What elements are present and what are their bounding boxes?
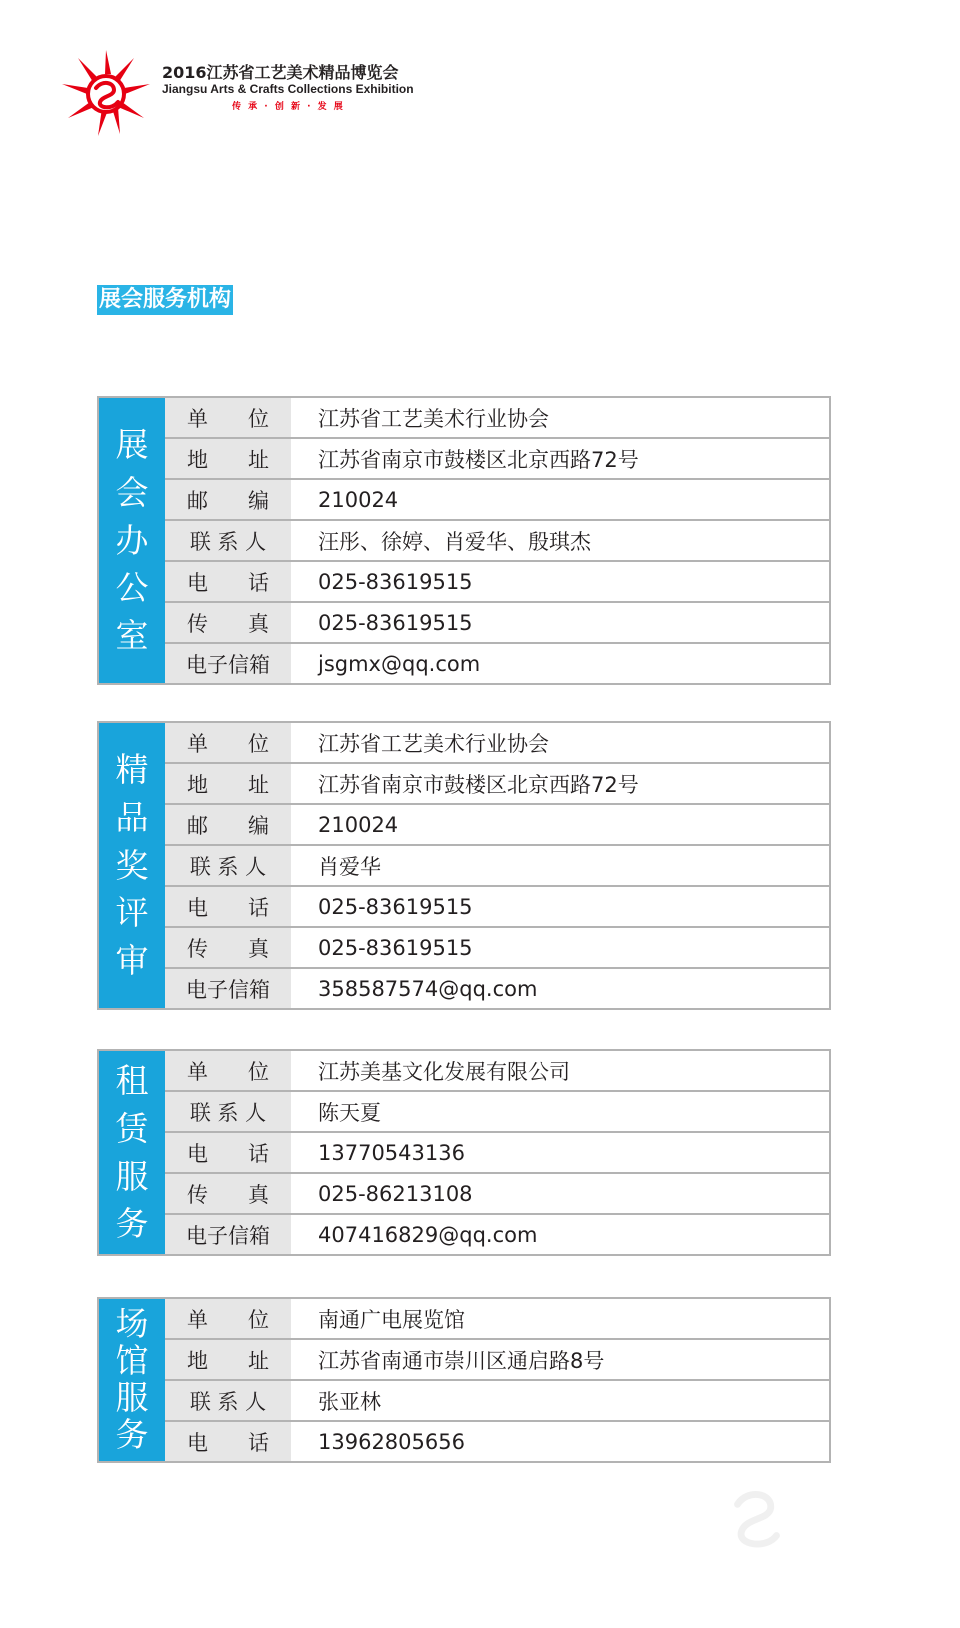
exhibition-header <box>58 44 478 144</box>
row-value: 13770543136 <box>318 1140 465 1165</box>
row-label: 地 址 <box>165 1340 291 1379</box>
row-value: 210024 <box>318 812 399 837</box>
row-value: 肖爱华 <box>318 854 381 879</box>
contact-block-award-review <box>97 721 831 1010</box>
logo-text <box>162 64 414 112</box>
row-label: 电子信箱 <box>165 1215 291 1254</box>
info-row <box>165 803 829 844</box>
row-label: 电子信箱 <box>165 644 291 683</box>
row-label: 单 位 <box>165 1051 291 1090</box>
row-value: 江苏省南京市鼓楼区北京西路72号 <box>318 447 639 472</box>
exhibition-title-cn: 2016江苏省工艺美术精品博览会 <box>162 63 399 82</box>
row-value: 江苏省工艺美术行业协会 <box>318 731 549 756</box>
side-label-char: 室 <box>115 616 149 656</box>
info-row <box>165 844 829 885</box>
info-row <box>165 1172 829 1213</box>
row-value: 江苏美基文化发展有限公司 <box>318 1059 570 1084</box>
row-label: 联 系 人 <box>165 1092 291 1131</box>
block-side-label <box>99 398 165 683</box>
row-value: 13962805656 <box>318 1429 465 1454</box>
info-row <box>165 926 829 967</box>
contact-block-venue-service <box>97 1297 831 1463</box>
row-label: 联 系 人 <box>165 1381 291 1420</box>
row-value: 210024 <box>318 487 399 512</box>
row-label: 地 址 <box>165 439 291 478</box>
info-row <box>165 885 829 926</box>
info-row <box>165 519 829 560</box>
row-label: 联 系 人 <box>165 846 291 885</box>
side-label-char: 精 <box>115 749 149 789</box>
row-label: 单 位 <box>165 398 291 437</box>
row-label: 单 位 <box>165 723 291 762</box>
row-value: 025-86213108 <box>318 1181 473 1206</box>
row-value: 025-83619515 <box>318 894 473 919</box>
block-side-label <box>99 1051 165 1254</box>
exhibition-title-en: Jiangsu Arts & Crafts Collections Exhibition <box>162 82 414 96</box>
row-value: 江苏省南通市崇川区通启路8号 <box>318 1348 605 1373</box>
row-label: 传 真 <box>165 603 291 642</box>
side-label-char: 场 <box>115 1304 149 1344</box>
row-label: 电子信箱 <box>165 969 291 1008</box>
info-row <box>165 1299 829 1338</box>
side-label-char: 馆 <box>115 1341 149 1381</box>
row-label: 地 址 <box>165 764 291 803</box>
email-link[interactable]: 407416829@qq.com <box>318 1222 538 1247</box>
block-rows <box>165 1299 829 1461</box>
exhibition-logo-icon <box>58 44 154 140</box>
row-value: 025-83619515 <box>318 569 473 594</box>
row-label: 邮 编 <box>165 480 291 519</box>
side-label-char: 品 <box>115 797 149 837</box>
info-row <box>165 560 829 601</box>
block-side-label <box>99 723 165 1008</box>
info-row <box>165 642 829 683</box>
row-value: 江苏省工艺美术行业协会 <box>318 406 549 431</box>
info-row <box>165 478 829 519</box>
block-rows <box>165 723 829 1008</box>
block-side-label <box>99 1299 165 1461</box>
info-row <box>165 723 829 762</box>
info-row <box>165 1338 829 1379</box>
side-label-char: 会 <box>115 472 149 512</box>
side-label-char: 展 <box>115 424 149 464</box>
info-row <box>165 967 829 1008</box>
row-label: 电 话 <box>165 1422 291 1461</box>
row-label: 电 话 <box>165 1133 291 1172</box>
info-row <box>165 1131 829 1172</box>
contact-block-rental-service <box>97 1049 831 1256</box>
row-label: 邮 编 <box>165 805 291 844</box>
side-label-char: 服 <box>115 1156 149 1196</box>
side-label-char: 赁 <box>115 1108 149 1148</box>
row-label: 联 系 人 <box>165 521 291 560</box>
contact-block-exhibition-office <box>97 396 831 685</box>
side-label-char: 服 <box>115 1378 149 1417</box>
info-row <box>165 398 829 437</box>
info-row <box>165 1379 829 1420</box>
side-label-char: 务 <box>115 1204 149 1244</box>
row-label: 电 话 <box>165 887 291 926</box>
row-value: 张亚林 <box>318 1389 381 1414</box>
row-label: 传 真 <box>165 1174 291 1213</box>
row-value: 025-83619515 <box>318 935 473 960</box>
row-label: 电 话 <box>165 562 291 601</box>
info-row <box>165 1051 829 1090</box>
row-value: 汪彤、徐婷、肖爱华、殷琪杰 <box>318 529 591 554</box>
info-row <box>165 762 829 803</box>
block-rows <box>165 1051 829 1254</box>
block-rows <box>165 398 829 683</box>
row-label: 单 位 <box>165 1299 291 1338</box>
side-label-char: 评 <box>115 893 149 933</box>
row-label: 传 真 <box>165 928 291 967</box>
exhibition-slogan: 传 承 · 创 新 · 发 展 <box>232 102 345 112</box>
info-row <box>165 1420 829 1461</box>
info-row <box>165 437 829 478</box>
email-link[interactable]: jsgmx@qq.com <box>318 651 481 676</box>
email-link[interactable]: 358587574@qq.com <box>318 976 538 1001</box>
row-value: 南通广电展览馆 <box>318 1307 465 1332</box>
watermark-logo-icon <box>718 1478 796 1558</box>
side-label-char: 务 <box>115 1414 149 1454</box>
side-label-char: 公 <box>115 568 149 608</box>
info-row <box>165 1213 829 1254</box>
side-label-char: 审 <box>115 941 149 981</box>
row-value: 025-83619515 <box>318 610 473 635</box>
info-row <box>165 1090 829 1131</box>
side-label-char: 奖 <box>115 845 149 885</box>
row-value: 陈天夏 <box>318 1100 381 1125</box>
side-label-char: 租 <box>115 1060 149 1100</box>
side-label-char: 办 <box>115 520 149 560</box>
row-value: 江苏省南京市鼓楼区北京西路72号 <box>318 772 639 797</box>
info-row <box>165 601 829 642</box>
page-title: 展会服务机构 <box>97 285 233 315</box>
